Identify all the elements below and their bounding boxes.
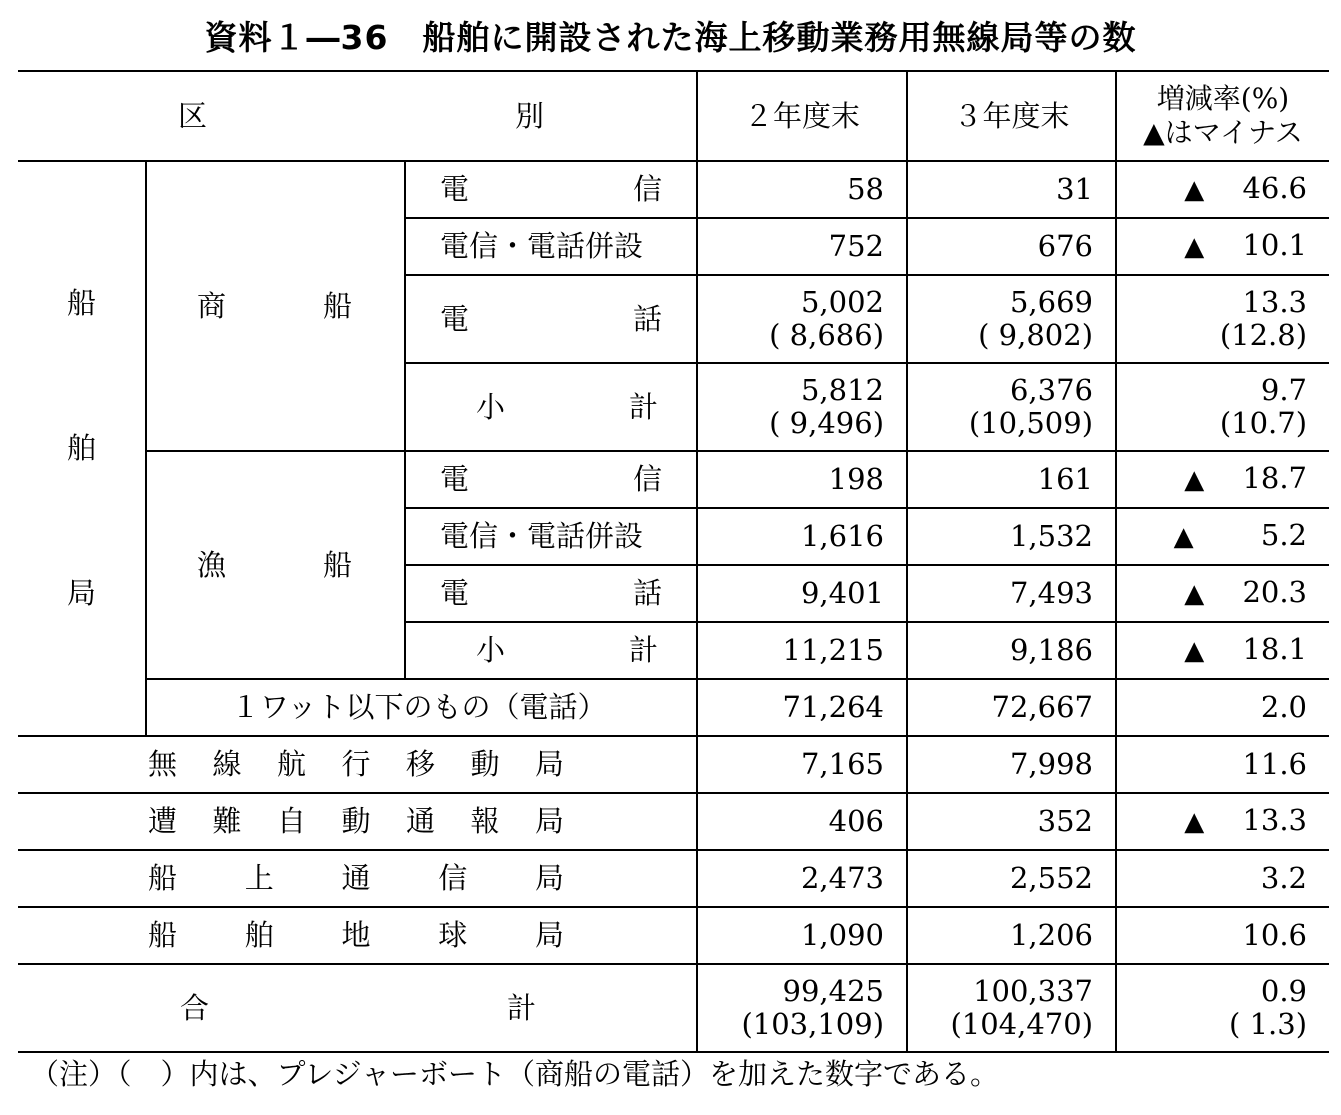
label-text: 電信・電話併設	[440, 229, 644, 263]
group-char: 局	[66, 576, 96, 610]
subgroup-char: 船	[322, 288, 352, 323]
table-row	[18, 161, 1329, 218]
value-main: 100,337	[973, 974, 1094, 1008]
rate-paren: ( 1.3)	[1229, 1007, 1308, 1041]
label-char: 電	[440, 462, 470, 496]
label-char: 局	[535, 804, 565, 838]
label-char: 移	[406, 747, 436, 781]
group-senpakukyoku	[18, 161, 146, 736]
table-row	[18, 451, 1329, 508]
value-y3: 161	[907, 451, 1116, 508]
value-y3	[907, 275, 1116, 363]
value-paren: ( 9,496)	[769, 406, 885, 440]
label-char: 動	[341, 804, 371, 838]
value-y2: 2,473	[697, 850, 907, 907]
label-char: 局	[535, 861, 565, 895]
rate-text: 46.6	[1242, 171, 1308, 205]
row-label	[405, 451, 697, 508]
row-label	[405, 363, 697, 451]
label-char: 通	[341, 861, 371, 895]
value-rate	[1116, 218, 1329, 275]
label-char: 局	[535, 918, 565, 952]
stations-table	[18, 70, 1329, 1053]
rate-text: 18.7	[1242, 461, 1308, 495]
subgroup-char: 船	[322, 547, 352, 582]
value-y2	[697, 363, 907, 451]
header-betsu: 別	[515, 98, 545, 133]
label-char: 船	[148, 918, 178, 952]
minus-triangle-icon: ▲	[1184, 465, 1205, 495]
value-y2: 11,215	[697, 622, 907, 679]
value-rate	[1116, 275, 1329, 363]
rate-text: 10.1	[1242, 228, 1308, 262]
label-char: 信	[438, 861, 468, 895]
row-label	[405, 275, 697, 363]
value-rate	[1116, 508, 1329, 565]
table-row	[18, 850, 1329, 907]
value-y2: 58	[697, 161, 907, 218]
label-char: 報	[470, 804, 500, 838]
label-char: 電	[440, 301, 470, 336]
label-text: １ワット以下のもの（電話）	[231, 690, 607, 724]
subgroup-shosen	[146, 161, 405, 451]
value-y2: 198	[697, 451, 907, 508]
value-rate: 3.2	[1116, 850, 1329, 907]
value-y2: 752	[697, 218, 907, 275]
value-rate: 10.6	[1116, 907, 1329, 964]
label-char: 難	[212, 804, 242, 838]
label-char: 電	[440, 172, 470, 206]
rate-text: 13.3	[1242, 803, 1308, 837]
minus-triangle-icon: ▲	[1184, 232, 1205, 262]
value-main: 5,002	[800, 285, 885, 319]
header-rate-line1: 増減率(%)	[1156, 82, 1290, 115]
value-paren: (103,109)	[741, 1007, 885, 1041]
value-y3: 352	[907, 793, 1116, 850]
value-y3: 72,667	[907, 679, 1116, 736]
label-char: 自	[277, 804, 307, 838]
footnote: （注）（ ）内は、プレジャーボート（商船の電話）を加えた数字である。	[30, 1057, 1000, 1091]
value-y3: 1,206	[907, 907, 1116, 964]
table-row	[18, 736, 1329, 793]
subgroup-char: 商	[197, 288, 227, 323]
row-label	[405, 161, 697, 218]
label-char: 球	[438, 918, 468, 952]
value-paren: (104,470)	[950, 1007, 1094, 1041]
value-y2: 71,264	[697, 679, 907, 736]
header-ku: 区	[178, 98, 208, 133]
rate-paren: (12.8)	[1219, 318, 1308, 352]
value-main: 5,669	[1009, 285, 1094, 319]
label-text: 電信・電話併設	[440, 519, 644, 553]
label-char: 合	[180, 990, 210, 1025]
label-char: 船	[148, 861, 178, 895]
value-y3: 2,552	[907, 850, 1116, 907]
value-y3	[907, 964, 1116, 1052]
row-label	[18, 850, 697, 907]
rate-text: 9.7	[1260, 373, 1308, 407]
row-label	[405, 565, 697, 622]
value-paren: (10,509)	[968, 406, 1094, 440]
group-char: 船	[66, 286, 96, 320]
value-y2: 1,616	[697, 508, 907, 565]
subgroup-char: 漁	[197, 547, 227, 582]
value-y3: 1,532	[907, 508, 1116, 565]
value-y2	[697, 964, 907, 1052]
label-char: 電	[440, 576, 470, 610]
value-paren: ( 8,686)	[769, 318, 885, 352]
header-year3: ３年度末	[907, 71, 1116, 161]
value-y3: 676	[907, 218, 1116, 275]
value-y2: 9,401	[697, 565, 907, 622]
label-char: 計	[629, 633, 659, 667]
label-char: 話	[633, 576, 663, 610]
table-row	[18, 907, 1329, 964]
row-label	[18, 736, 697, 793]
value-rate	[1116, 363, 1329, 451]
row-label	[405, 218, 697, 275]
value-y3: 9,186	[907, 622, 1116, 679]
row-label	[405, 508, 697, 565]
minus-triangle-icon: ▲	[1173, 522, 1194, 552]
page-title: 資料１―36 船舶に開設された海上移動業務用無線局等の数	[204, 18, 1137, 57]
value-main: 5,812	[800, 373, 885, 407]
minus-triangle-icon: ▲	[1184, 175, 1205, 205]
minus-triangle-icon: ▲	[1184, 807, 1205, 837]
rate-text: 18.1	[1242, 632, 1308, 666]
label-char: 信	[633, 462, 663, 496]
label-char: 動	[470, 747, 500, 781]
value-rate	[1116, 451, 1329, 508]
rate-paren: (10.7)	[1219, 406, 1308, 440]
group-char: 舶	[66, 431, 96, 465]
header-rate	[1116, 71, 1329, 161]
value-y2: 406	[697, 793, 907, 850]
rate-text: 20.3	[1242, 575, 1308, 609]
value-main: 99,425	[782, 974, 885, 1008]
label-char: 線	[212, 747, 242, 781]
header-year2: ２年度末	[697, 71, 907, 161]
value-rate	[1116, 161, 1329, 218]
label-char: 行	[341, 747, 371, 781]
rate-text: 0.9	[1260, 974, 1308, 1008]
label-char: 計	[629, 389, 659, 424]
row-label	[146, 679, 697, 736]
value-rate	[1116, 622, 1329, 679]
rate-text: 13.3	[1242, 285, 1308, 319]
value-y3: 7,493	[907, 565, 1116, 622]
minus-triangle-icon: ▲	[1184, 579, 1205, 609]
label-char: 地	[341, 918, 371, 952]
value-rate: 2.0	[1116, 679, 1329, 736]
minus-triangle-icon: ▲	[1184, 636, 1205, 666]
label-char: 信	[633, 172, 663, 206]
value-rate	[1116, 793, 1329, 850]
header-category	[18, 71, 697, 161]
value-rate	[1116, 565, 1329, 622]
label-char: 上	[244, 861, 274, 895]
table-header-row	[18, 71, 1329, 161]
row-label	[18, 907, 697, 964]
label-char: 無	[148, 747, 178, 781]
label-char: 小	[476, 389, 506, 424]
value-rate	[1116, 964, 1329, 1052]
label-char: 遭	[148, 804, 178, 838]
value-main: 6,376	[1009, 373, 1094, 407]
value-y2: 1,090	[697, 907, 907, 964]
row-label	[18, 964, 697, 1052]
table-row	[18, 793, 1329, 850]
label-char: 局	[535, 747, 565, 781]
value-y3	[907, 363, 1116, 451]
label-char: 小	[476, 633, 506, 667]
value-y3: 7,998	[907, 736, 1116, 793]
rate-text: 5.2	[1260, 518, 1308, 552]
table-row	[18, 679, 1329, 736]
value-paren: ( 9,802)	[978, 318, 1094, 352]
label-char: 舶	[244, 918, 274, 952]
label-char: 航	[277, 747, 307, 781]
label-char: 通	[406, 804, 436, 838]
row-label	[18, 793, 697, 850]
label-char: 計	[507, 990, 537, 1025]
header-rate-line2: ▲はマイナス	[1143, 116, 1303, 149]
subgroup-gyosen	[146, 451, 405, 679]
value-y2: 7,165	[697, 736, 907, 793]
label-char: 話	[633, 301, 663, 336]
row-label	[405, 622, 697, 679]
value-y3: 31	[907, 161, 1116, 218]
value-rate: 11.6	[1116, 736, 1329, 793]
value-y2	[697, 275, 907, 363]
total-row	[18, 964, 1329, 1052]
